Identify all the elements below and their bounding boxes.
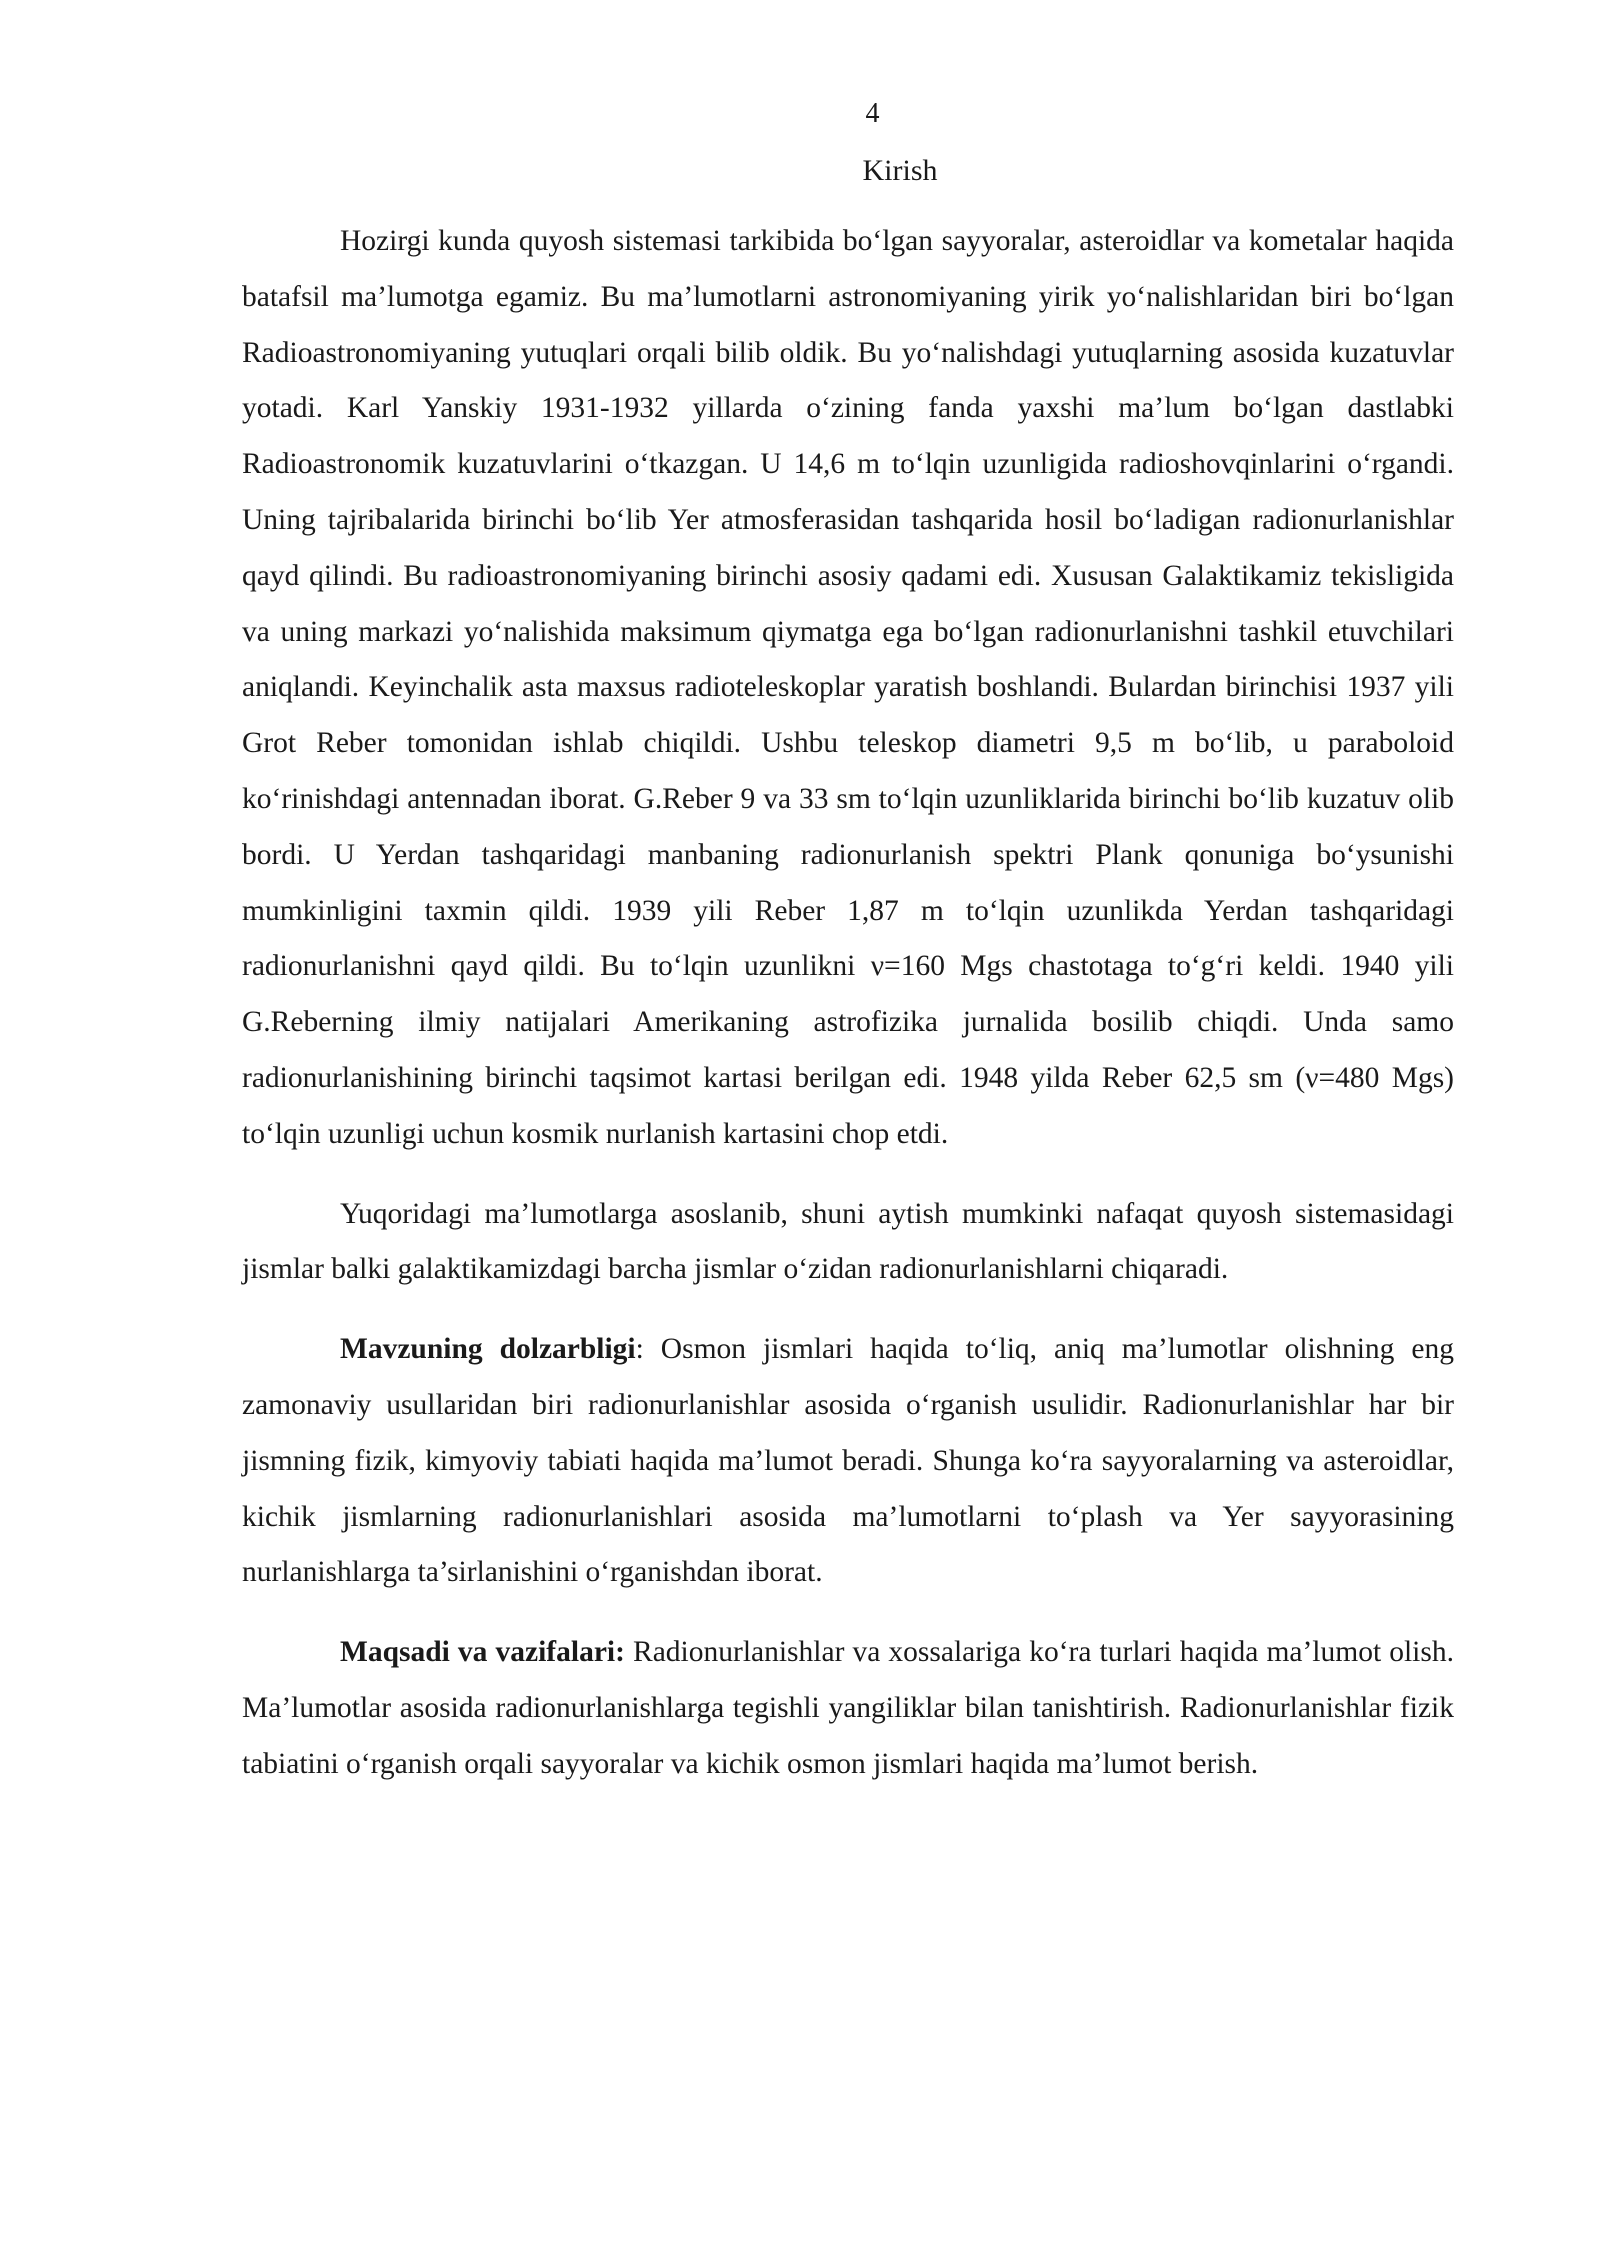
section-heading: Kirish: [862, 154, 938, 187]
paragraph-lead-label: Maqsadi va vazifalari:: [340, 1636, 625, 1669]
paragraph-relevance: [242, 1322, 1454, 1601]
paragraph-summary: [242, 1187, 1454, 1299]
paragraph-lead-label: Mavzuning dolzarbligi: [340, 1333, 636, 1366]
paragraph-goals: [242, 1625, 1454, 1792]
paragraph-text: Hozirgi kunda quyosh sistemasi tarkibida bo‘lgan sayyoralar, asteroidlar va kometalar haqida batafsil ma’lumotga egamiz. Bu ma’lumotlarni astronomiyaning yirik yo‘nalishlaridan biri bo‘lgan Radioastronomiyaning yutuqlari orqali bilib oldik. Bu yo‘nalishdagi yutuqlarning asosida kuzatuvlar yotadi. Karl Yanskiy 1931-1932 yillarda o‘zining fanda yaxshi ma’lum bo‘lgan dastlabki Radioastronomik kuzatuvlarini o‘tkazgan. U 14,6 m to‘lqin uzunligida radioshovqinlarini o‘rgandi. Uning tajribalarida birinchi bo‘lib Yer atmosferasidan tashqarida hosil bo‘ladigan radionurlanishlar qayd qilindi. Bu radioastronomiyaning birinchi asosiy qadami edi. Xususan Galaktikamiz tekisligida va uning markazi yo‘nalishida maksimum qiymatga ega bo‘lgan radionurlanishni tashkil etuvchilari aniqlandi. Keyinchalik asta maxsus radioteleskoplar yaratish boshlandi. Bulardan birinchisi 1937 yili Grot Reber tomonidan ishlab chiqildi. Ushbu teleskop diametri 9,5 m bo‘lib, u paraboloid ko‘rinishdagi antennadan iborat. G.Reber 9 va 33 sm to‘lqin uzunliklarida birinchi bo‘lib kuzatuv olib bordi. U Yerdan tashqaridagi manbaning radionurlanish spektri Plank qonuniga bo‘ysunishi mumkinligini taxmin qildi. 1939 yili Reber 1,87 m to‘lqin uzunlikda Yerdan tashqaridagi radionurlanishni qayd qildi. Bu to‘lqin uzunlikni ν=160 Mgs chastotaga to‘g‘ri keldi. 1940 yili G.Reberning ilmiy natijalari Amerikaning astrofizika jurnalida bosilib chiqdi. Unda samo radionurlanishining birinchi taqsimot kartasi berilgan edi. 1948 yilda Reber 62,5 sm (ν=480 Mgs) to‘lqin uzunligi uchun kosmik nurlanish kartasini chop etdi.: [242, 225, 1454, 1150]
paragraph-text: Radionurlanishlar va xossalariga ko‘ra turlari haqida ma’lumot olish. Ma’lumotlar asosida radionurlanishlarga tegishli yangiliklar bilan tanishtirish. Radionurlanishlar fizik tabiatini o‘rganish orqali sayyoralar va kichik osmon jismlari haqida ma’lumot berish.: [242, 1636, 1454, 1780]
paragraph-intro: [242, 214, 1454, 1163]
page-number: 4: [865, 98, 880, 129]
paragraph-text: Yuqoridagi ma’lumotlarga asoslanib, shuni aytish mumkinki nafaqat quyosh sistemasidagi jismlar balki galaktikamizdagi barcha jismlar o‘zidan radionurlanishlarni chiqaradi.: [242, 1197, 1454, 1286]
document-body: [242, 214, 1454, 1793]
paragraph-text: : Osmon jismlari haqida to‘liq, aniq ma’lumotlar olishning eng zamonaviy usullaridan biri radionurlanishlar asosida o‘rganish usulidir. Radionurlanishlar har bir jismning fizik, kimyoviy tabiati haqida ma’lumot beradi. Shunga ko‘ra sayyoralarning va asteroidlar, kichik jismlarning radionurlanishlari asosida ma’lumotlarni to‘plash va Yer sayyorasining nurlanishlarga ta’sirlanishini o‘rganishdan iborat.: [242, 1333, 1454, 1589]
